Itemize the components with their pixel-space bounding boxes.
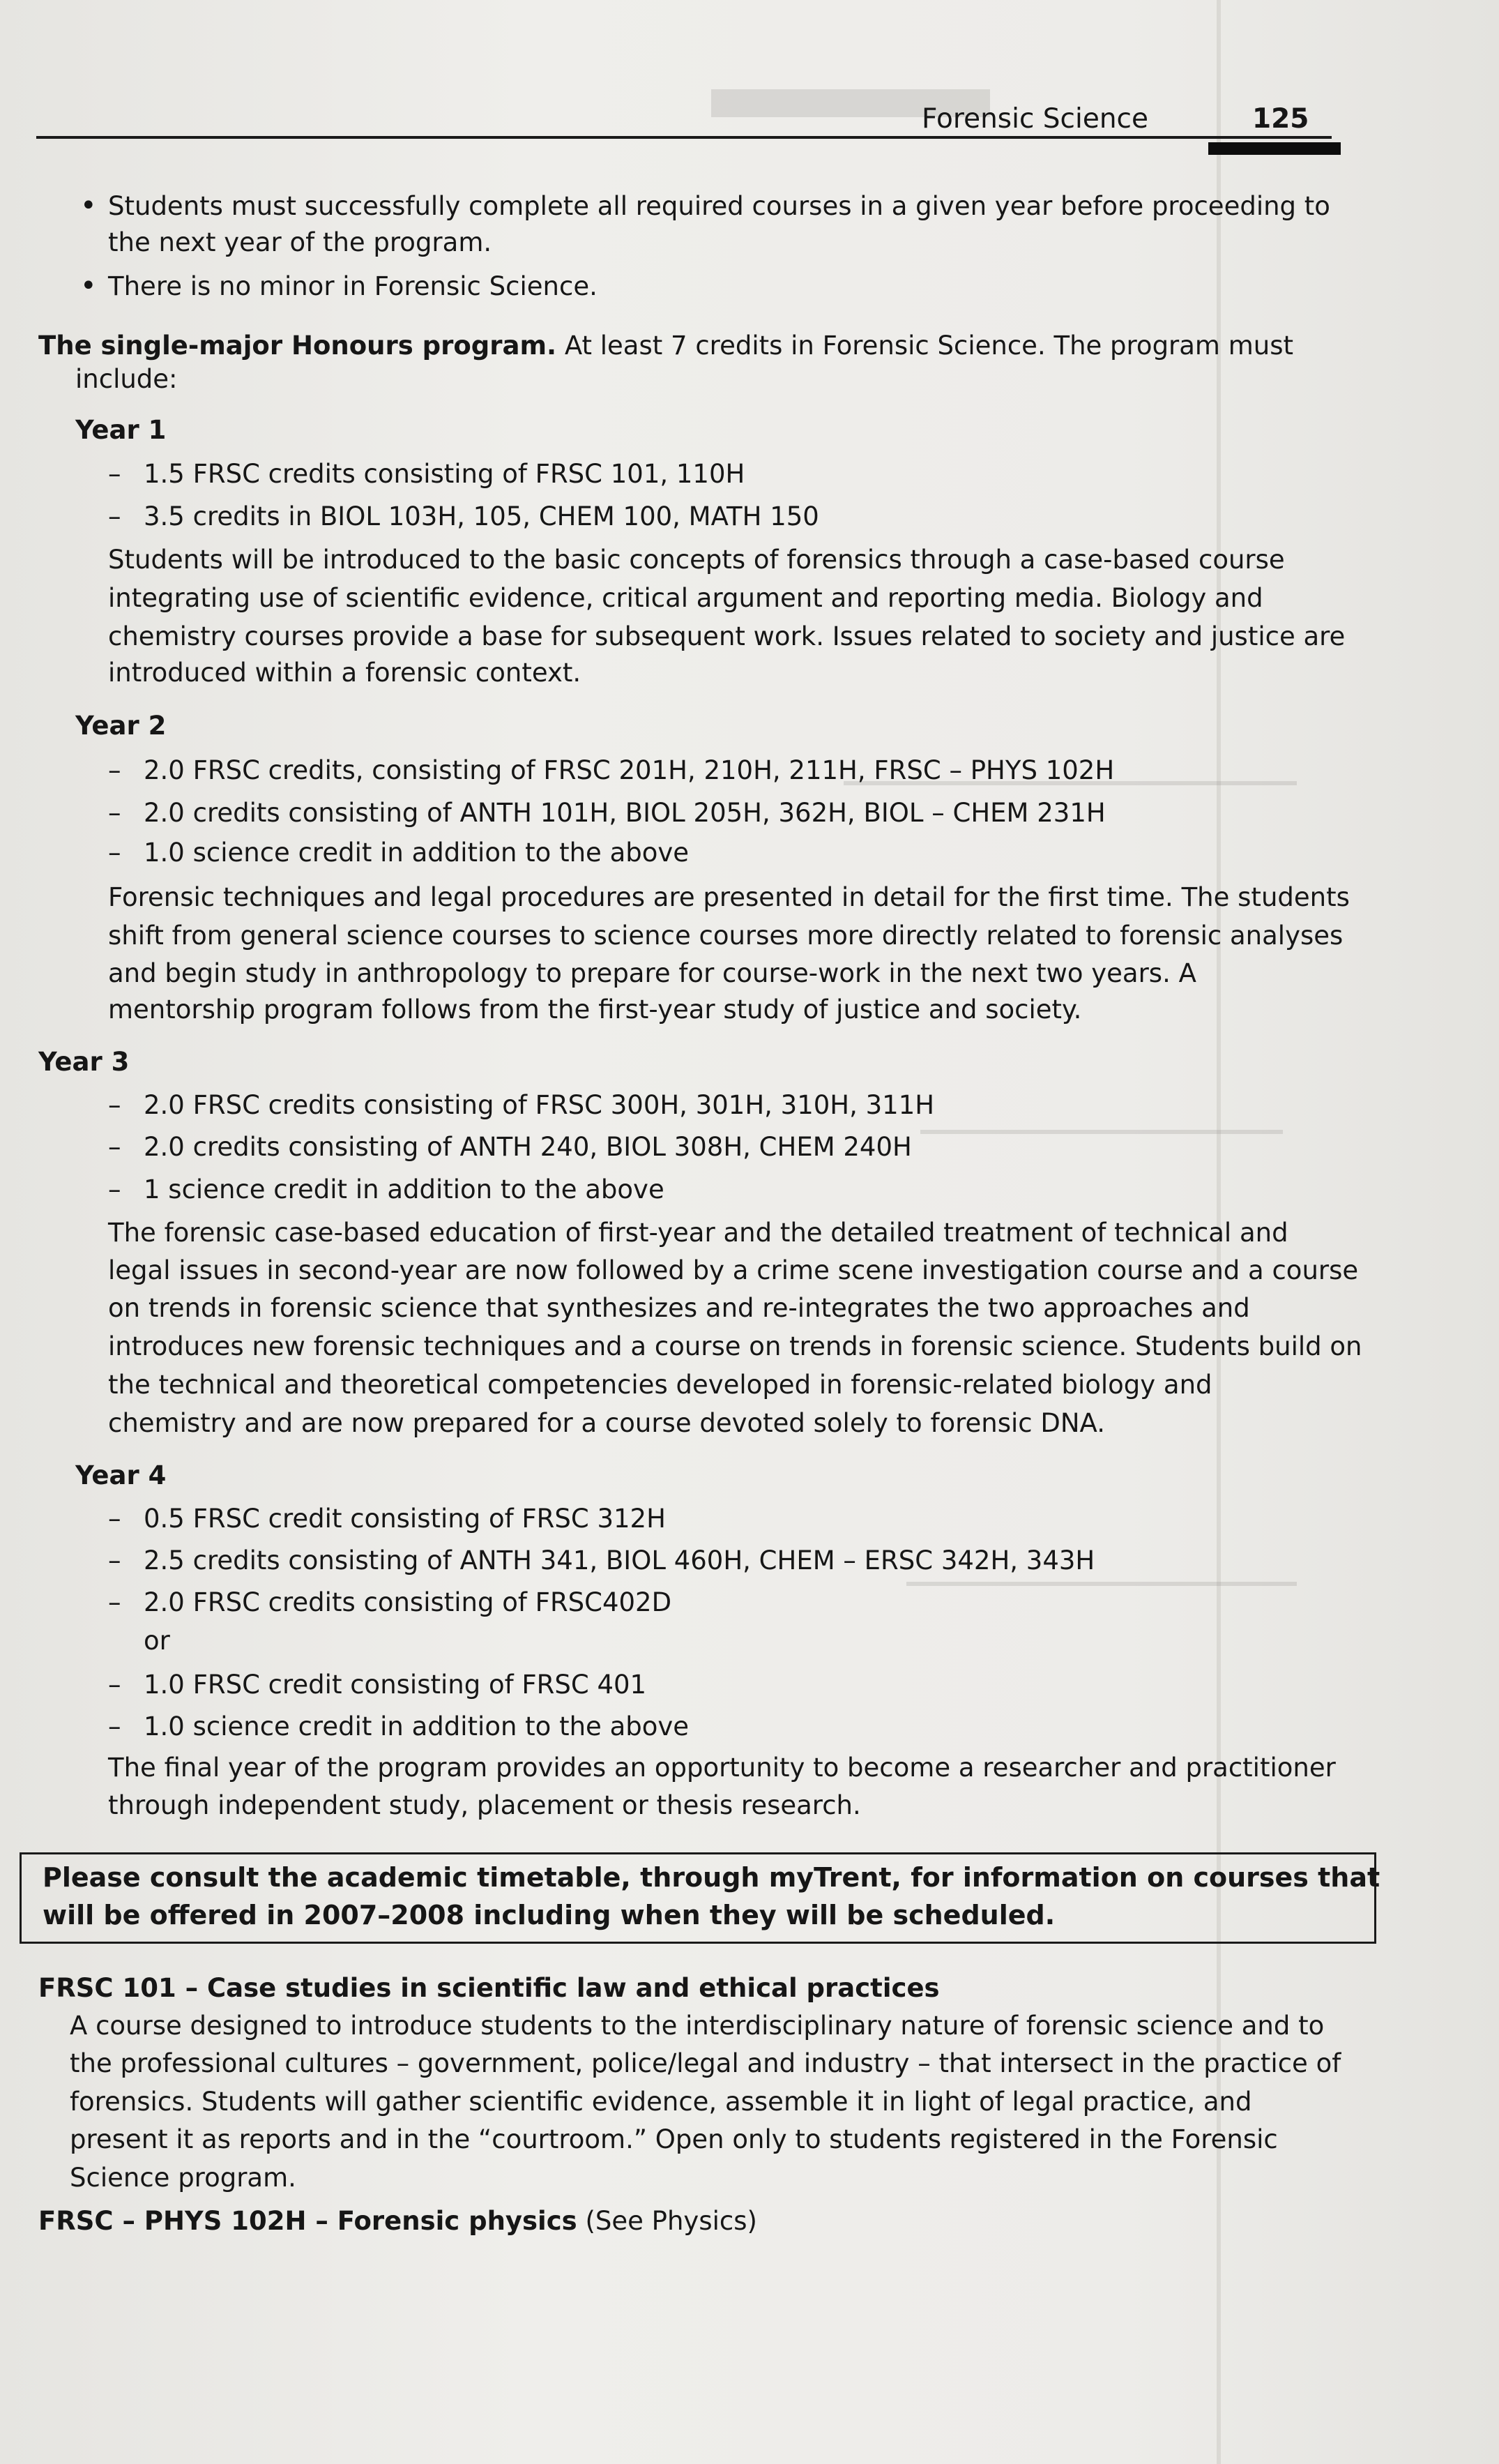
bullet-text: There is no minor in Forensic Science. (108, 271, 598, 301)
year3-desc: The forensic case-based education of first-year and the detailed treatment of technical and (108, 1218, 1288, 1248)
course-101-title: FRSC 101 – Case studies in scientific law and ethical practices (38, 1973, 940, 2003)
year3-desc: on trends in forensic science that synthesizes and re-integrates the two approaches and (108, 1293, 1250, 1323)
dash-icon: – (108, 1670, 121, 1700)
year4-desc: The final year of the program provides an opportunity to become a researcher and practitioner (108, 1753, 1336, 1783)
year4-item: 2.0 FRSC credits consisting of FRSC402D (144, 1587, 672, 1617)
year4-item: 1.0 science credit in addition to the above (144, 1711, 690, 1741)
year4-desc: through independent study, placement or thesis research. (108, 1790, 861, 1820)
dash-icon: – (108, 459, 121, 489)
course-101-desc: A course designed to introduce students to the interdisciplinary nature of forensic science and to (70, 2011, 1325, 2041)
dash-icon: – (108, 1545, 121, 1575)
dash-icon: – (108, 1132, 121, 1162)
year2-desc: mentorship program follows from the first-year study of justice and society. (108, 995, 1082, 1025)
show-through-mark (906, 1582, 1297, 1586)
header-tab-bar (1208, 142, 1341, 155)
bullet-text: Students must successfully complete all required courses in a given year before proceeding to (108, 191, 1330, 221)
timetable-notice-box (20, 1852, 1380, 1944)
year2-item: 2.0 FRSC credits, consisting of FRSC 201H, 210H, 211H, FRSC – PHYS 102H (144, 755, 1115, 785)
year4-heading: Year 4 (75, 1460, 167, 1490)
year4-item: 2.5 credits consisting of ANTH 341, BIOL 460H, CHEM – ERSC 342H, 343H (144, 1545, 1095, 1575)
year3-item: 1 science credit in addition to the above (144, 1174, 664, 1204)
header-rule (36, 136, 1332, 139)
dash-icon: – (108, 1587, 121, 1617)
year1-desc: Students will be introduced to the basic concepts of forensics through a case-based course (108, 545, 1285, 575)
honours-intro (38, 326, 1293, 365)
year1-item: 3.5 credits in BIOL 103H, 105, CHEM 100, MATH 150 (144, 501, 819, 531)
year3-item: 2.0 FRSC credits consisting of FRSC 300H, 301H, 310H, 311H (144, 1090, 935, 1120)
year2-heading: Year 2 (75, 711, 167, 741)
year2-item: 1.0 science credit in addition to the above (144, 838, 690, 868)
year3-desc: introduces new forensic techniques and a course on trends in forensic science. Students build on (108, 1331, 1362, 1361)
course-101-desc: present it as reports and in the “courtroom.” Open only to students registered in the Forensic (70, 2124, 1278, 2154)
year1-heading: Year 1 (75, 415, 167, 445)
year3-item: 2.0 credits consisting of ANTH 240, BIOL 308H, CHEM 240H (144, 1132, 912, 1162)
year4-item: 1.0 FRSC credit consisting of FRSC 401 (144, 1670, 647, 1700)
dash-icon: – (108, 798, 121, 828)
year2-item: 2.0 credits consisting of ANTH 101H, BIOL 205H, 362H, BIOL – CHEM 231H (144, 798, 1106, 828)
year3-desc: the technical and theoretical competencies developed in forensic-related biology and (108, 1370, 1212, 1400)
year3-desc: chemistry and are now prepared for a course devoted solely to forensic DNA. (108, 1408, 1105, 1438)
dash-icon: – (108, 1504, 121, 1534)
year1-desc: chemistry courses provide a base for subsequent work. Issues related to society and justice are (108, 621, 1346, 651)
year1-item: 1.5 FRSC credits consisting of FRSC 101, 110H (144, 459, 745, 489)
year3-desc: legal issues in second-year are now followed by a crime scene investigation course and a course (108, 1255, 1359, 1285)
dash-icon: – (108, 501, 121, 531)
running-header-title: Forensic Science (922, 103, 1148, 135)
course-101-desc: Science program. (70, 2163, 296, 2193)
year4-or: or (144, 1626, 170, 1656)
year1-desc: introduced within a forensic context. (108, 658, 581, 688)
honours-lead-text: At least 7 credits in Forensic Science. The program must (556, 331, 1294, 361)
year2-desc: and begin study in anthropology to prepare for course-work in the next two years. A (108, 958, 1196, 988)
course-101-desc: forensics. Students will gather scientific evidence, assemble it in light of legal practice, and (70, 2087, 1252, 2117)
bullet-icon: • (80, 190, 97, 222)
year2-desc: Forensic techniques and legal procedures are presented in detail for the first time. The students (108, 882, 1350, 912)
bullet-icon: • (80, 270, 97, 302)
dash-icon: – (108, 1711, 121, 1741)
notice-line: will be offered in 2007–2008 including when they will be scheduled. (43, 1900, 1056, 1930)
year1-desc: integrating use of scientific evidence, critical argument and reporting media. Biology and (108, 583, 1263, 613)
notice-line: Please consult the academic timetable, through myTrent, for information on courses that (43, 1862, 1380, 1893)
dash-icon: – (108, 838, 121, 868)
honours-lead-cont: include: (75, 364, 178, 394)
course-102-see-physics: (See Physics) (577, 2206, 757, 2236)
show-through-mark (920, 1130, 1283, 1134)
year4-item: 0.5 FRSC credit consisting of FRSC 312H (144, 1504, 666, 1534)
dash-icon: – (108, 1090, 121, 1120)
year3-heading: Year 3 (38, 1047, 130, 1077)
dash-icon: – (108, 1174, 121, 1204)
honours-title: The single-major Honours program. (38, 331, 557, 361)
course-102-title: FRSC – PHYS 102H – Forensic physics (38, 2206, 577, 2236)
course-102-line (38, 2202, 757, 2240)
page-number: 125 (1252, 103, 1309, 135)
dash-icon: – (108, 755, 121, 785)
year2-desc: shift from general science courses to science courses more directly related to forensic analyses (108, 921, 1344, 951)
bullet-text: the next year of the program. (108, 227, 492, 257)
course-101-desc: the professional cultures – government, police/legal and industry – that intersect in the practice of (70, 2048, 1341, 2078)
